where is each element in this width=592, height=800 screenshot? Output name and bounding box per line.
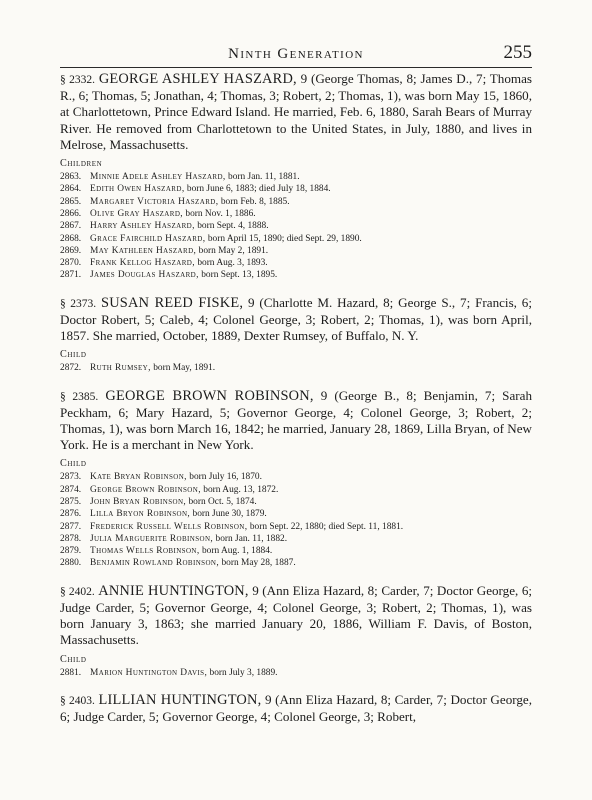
child-name: Lilla Bryon Robinson, xyxy=(90,509,191,520)
genealogy-entry xyxy=(60,388,532,570)
children-label: Child xyxy=(60,458,87,470)
child-number: 2874. xyxy=(60,484,82,495)
section-number: § 2385. xyxy=(60,390,99,403)
entry-name: GEORGE ASHLEY HASZARD, xyxy=(98,71,297,87)
child-detail: born Sept. 22, 1880; died Sept. 11, 1881. xyxy=(247,521,404,532)
child-detail: born Sept. 13, 1895. xyxy=(198,270,278,281)
entry-name: SUSAN REED FISKE, xyxy=(100,294,244,311)
entry-paragraph xyxy=(60,388,532,454)
child-number: 2864. xyxy=(60,184,82,195)
child-number: 2880. xyxy=(60,558,82,569)
child-detail: born June 30, 1879. xyxy=(190,509,267,520)
entry-paragraph xyxy=(60,295,532,345)
child-row xyxy=(60,533,532,545)
child-row xyxy=(60,183,532,195)
child-name: James Douglas Haszard, xyxy=(90,270,199,281)
child-row xyxy=(60,471,532,483)
child-row xyxy=(60,484,532,496)
child-detail: born Aug. 3, 1893. xyxy=(194,258,268,269)
entry-text: 9 (George B., 8; Benjamin, 7; Sarah Peckham, 6; Mary Hazard, 5; Governor George, 4; Colonel George, 3; Robert, 2; Thomas, 1), was born March 16, 1842; he married, January 28, 1869, Lilla Bryan, of New York. He is a merchant in New York. xyxy=(60,387,532,453)
child-row xyxy=(60,196,532,208)
section-number: § 2373. xyxy=(60,297,97,310)
child-detail: born May 28, 1887. xyxy=(219,558,296,569)
children-list xyxy=(60,171,532,282)
children-label: Children xyxy=(60,158,103,170)
child-name: Grace Fairchild Haszard, xyxy=(90,233,206,244)
children-label: Child xyxy=(60,653,87,665)
child-number: 2872. xyxy=(60,363,82,374)
child-row xyxy=(60,269,532,281)
child-name: Marion Huntington Davis, xyxy=(90,667,208,678)
children-list xyxy=(60,667,532,679)
child-number: 2878. xyxy=(60,533,82,544)
child-name: Benjamin Rowland Robinson, xyxy=(90,558,220,569)
page-content xyxy=(60,71,532,738)
child-row xyxy=(60,220,532,232)
genealogy-entry xyxy=(60,295,532,375)
child-detail: born May 2, 1891. xyxy=(196,245,269,256)
child-row xyxy=(60,233,532,245)
child-row xyxy=(60,245,532,257)
child-row xyxy=(60,362,532,374)
child-number: 2876. xyxy=(60,509,82,520)
section-number: § 2403. xyxy=(60,694,95,707)
entry-paragraph xyxy=(60,583,532,649)
child-number: 2877. xyxy=(60,521,82,532)
child-detail: born June 6, 1883; died July 18, 1884. xyxy=(184,184,331,195)
child-number: 2873. xyxy=(60,472,82,483)
child-row xyxy=(60,545,532,557)
child-detail: born Sept. 4, 1888. xyxy=(194,221,269,232)
child-name: Ruth Rumsey, xyxy=(90,363,151,374)
entry-name: ANNIE HUNTINGTON, xyxy=(98,582,249,599)
child-number: 2867. xyxy=(60,221,82,232)
child-row xyxy=(60,557,532,569)
child-row xyxy=(60,257,532,269)
child-name: Kate Bryan Robinson, xyxy=(90,472,187,483)
entry-text: 9 (Ann Eliza Hazard, 8; Carder, 7; Doctor George, 6; Judge Carder, 5; Governor George, 4; Colonel George, 3; Robert, xyxy=(60,691,532,725)
children-list xyxy=(60,471,532,569)
child-detail: born Aug. 1, 1884. xyxy=(199,546,273,557)
children-list xyxy=(60,362,532,374)
child-number: 2879. xyxy=(60,546,82,557)
child-number: 2881. xyxy=(60,667,82,678)
child-name: Harry Ashley Haszard, xyxy=(90,221,195,232)
entry-text: 9 (Charlotte M. Hazard, 8; George S., 7; Francis, 6; Doctor Robert, 5; Caleb, 4; Colonel George, 3; Robert, 2; Thomas, 1), was born April, 1857. She married, October, 1889, Dexter Rumsey, of Buffalo, N. Y. xyxy=(60,294,532,344)
children-label: Child xyxy=(60,349,87,361)
genealogy-entry xyxy=(60,71,532,282)
child-detail: born May, 1891. xyxy=(150,363,216,374)
running-head: Ninth Generation xyxy=(228,46,364,62)
child-number: 2871. xyxy=(60,270,82,281)
child-name: Olive Gray Haszard, xyxy=(90,208,184,219)
child-name: May Kathleen Haszard, xyxy=(90,245,197,256)
child-row xyxy=(60,521,532,533)
child-row xyxy=(60,508,532,520)
child-name: Frank Kellog Haszard, xyxy=(90,258,195,269)
child-name: Edith Owen Haszard, xyxy=(90,184,185,195)
genealogy-entry xyxy=(60,583,532,679)
header-rule xyxy=(60,67,532,68)
child-row xyxy=(60,496,532,508)
child-name: John Bryan Robinson, xyxy=(90,497,187,507)
child-row xyxy=(60,667,532,679)
child-name: Minnie Adele Ashley Haszard, xyxy=(90,172,226,183)
child-name: Frederick Russell Wells Robinson, xyxy=(90,521,248,532)
entry-name: GEORGE BROWN ROBINSON, xyxy=(105,387,314,404)
child-number: 2866. xyxy=(60,208,82,219)
section-number: § 2402. xyxy=(60,585,95,598)
child-number: 2868. xyxy=(60,233,82,244)
child-detail: born Aug. 13, 1872. xyxy=(200,484,279,495)
child-number: 2875. xyxy=(60,497,82,507)
child-name: Thomas Wells Robinson, xyxy=(90,546,200,557)
child-row xyxy=(60,208,532,220)
genealogy-entry xyxy=(60,692,532,725)
child-number: 2865. xyxy=(60,196,82,207)
child-detail: born Jan. 11, 1882. xyxy=(213,533,288,544)
child-number: 2869. xyxy=(60,245,82,256)
child-number: 2863. xyxy=(60,172,82,183)
entry-paragraph xyxy=(60,692,532,725)
entry-paragraph xyxy=(60,71,532,153)
page-header xyxy=(60,42,532,66)
entry-text: 9 (Ann Eliza Hazard, 8; Carder, 7; Doctor George, 6; Judge Carder, 5; Governor George, 4; Colonel George, 3; Robert, 2; Thomas, 1), was born January 3, 1863; she married January 20, 1886, William F. Davis, of Boston, Massachusetts. xyxy=(60,582,533,648)
child-detail: born April 15, 1890; died Sept. 29, 1890. xyxy=(205,233,362,244)
child-row xyxy=(60,171,532,183)
child-name: Margaret Victoria Haszard, xyxy=(90,196,219,207)
section-number: § 2332. xyxy=(60,74,96,86)
child-detail: born Oct. 5, 1874. xyxy=(186,497,257,507)
page-number: 255 xyxy=(503,42,532,63)
child-detail: born July 16, 1870. xyxy=(186,472,262,483)
child-name: Julia Marguerite Robinson, xyxy=(90,533,214,544)
child-detail: born Feb. 8, 1885. xyxy=(218,196,290,207)
child-name: George Brown Robinson, xyxy=(90,484,201,495)
entry-name: LILLIAN HUNTINGTON, xyxy=(98,691,262,708)
child-detail: born Nov. 1, 1886. xyxy=(183,208,256,219)
entry-text: 9 (George Thomas, 8; James D., 7; Thomas R., 6; Thomas, 5; Jonathan, 4; Thomas, 3; Robert, 2; Thomas, 1), was born May 15, 1860, at Charlottetown, Prince Edward Island. He married, Feb. 6, 1880, Sarah Bears of Murray River. He removed from Charlottetown to the United States, in July, 1880, and lives in Melrose, Massachusetts. xyxy=(60,71,532,152)
child-detail: born July 3, 1889. xyxy=(207,667,278,678)
child-number: 2870. xyxy=(60,258,82,269)
child-detail: born Jan. 11, 1881. xyxy=(225,172,300,183)
